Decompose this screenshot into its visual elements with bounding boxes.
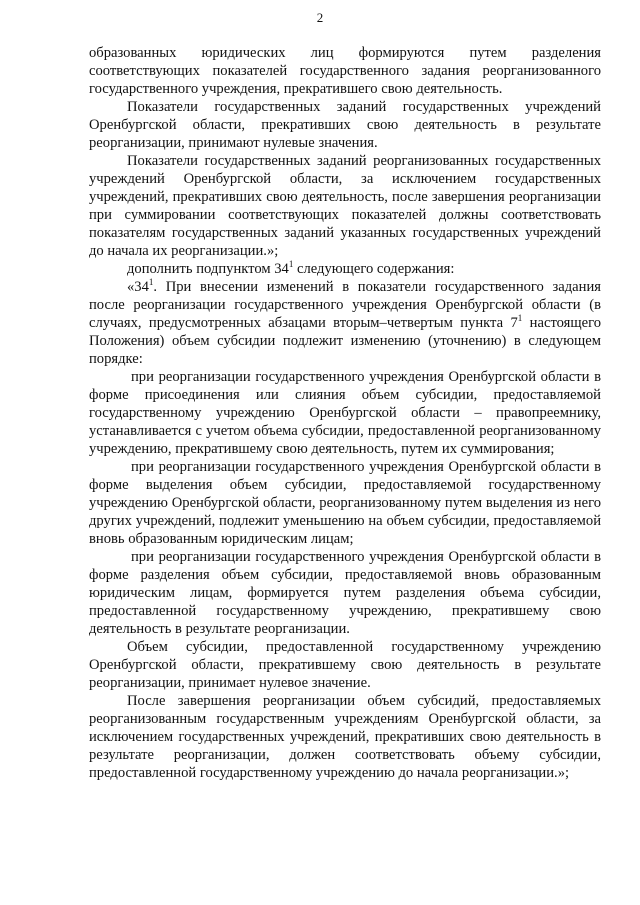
subclause-number: «34 bbox=[127, 279, 149, 295]
paragraph-indicators-after-reorganization: Показатели государственных заданий реорганизованных государственных учреждений Оренбургской области, за исключением государственных учреждений, прекративших свою деятельность, после завершения реорганизации при суммировании соответствующих показателей должны соответствовать показателям государственных заданий указанных государственных учреждений до начала их реорганизации.»; bbox=[89, 153, 601, 259]
paragraph-division: при реорганизации государственного учреждения Оренбургской области в форме разделения объем субсидии, предоставляемой вновь образованным юридическим лицам, формируется путем разделения объема субсидии, предоставленной государственному учреждению, прекратившему свою деятельность в результате реорганизации. bbox=[89, 549, 601, 637]
paragraph-spin-off: при реорганизации государственного учреждения Оренбургской области в форме выделения объем субсидии, предоставляемой государственному учреждению Оренбургской области, реорганизованному путем выделения из него других учреждений, подлежит уменьшению на объем субсидии, предоставляемой вновь образованным юридическим лицам; bbox=[89, 459, 601, 547]
paragraph-zero-subsidy: Объем субсидии, предоставленной государственному учреждению Оренбургской области, прекратившему свою деятельность в результате реорганизации, принимает нулевое значение. bbox=[89, 639, 601, 691]
paragraph-subclause-34-1 bbox=[89, 278, 601, 368]
add-subclause-text: дополнить подпунктом 34 bbox=[127, 261, 289, 277]
add-subclause-tail: следующего содержания: bbox=[293, 261, 455, 277]
paragraph-add-subclause bbox=[89, 260, 601, 278]
paragraph-continuation: образованных юридических лиц формируются путем разделения соответствующих показателей государственного задания реорганизованного государственного учреждения, прекратившего свою деятельность. bbox=[89, 45, 601, 97]
page-number: 2 bbox=[316, 10, 324, 25]
subclause-intro-end: настоящего Положения) объем субсидии подлежит изменению (уточнению) в следующем порядке: bbox=[89, 315, 601, 367]
subclause-intro: . При внесении изменений в показатели государственного задания после реорганизации государственного учреждения Оренбургской области (в случаях, предусмотренных абзацами вторым–четвертым пункта 7 bbox=[89, 279, 601, 331]
paragraph-after-completion: После завершения реорганизации объем субсидий, предоставляемых реорганизованным государственным учреждениям Оренбургской области, за исключением государственных учреждений, прекративших свою деятельность в результате реорганизации, должен соответствовать объему субсидии, предоставленной государственному учреждению до начала реорганизации.»; bbox=[89, 693, 601, 781]
paragraph-merger: при реорганизации государственного учреждения Оренбургской области в форме присоединения или слияния объем субсидии, предоставляемой государственному учреждению Оренбургской области – правопреемнику, устанавливается с учетом объема субсидии, предоставленной реорганизованному учреждению, прекратившему свою деятельность, путем их суммирования; bbox=[89, 369, 601, 457]
paragraph-zero-values: Показатели государственных заданий государственных учреждений Оренбургской области, прекративших свою деятельность в результате реорганизации, принимают нулевые значения. bbox=[89, 99, 601, 151]
superscript-marker: 1 bbox=[148, 277, 154, 288]
superscript-marker: 1 bbox=[517, 313, 523, 324]
document-body bbox=[89, 44, 601, 782]
superscript-marker: 1 bbox=[288, 259, 294, 270]
